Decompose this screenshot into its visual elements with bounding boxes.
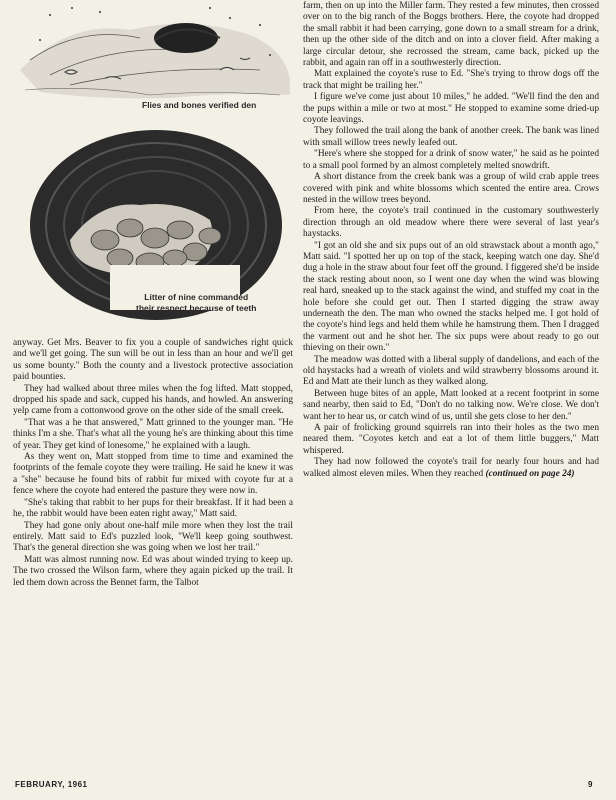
paragraph: Matt explained the coyote's ruse to Ed. "She's trying to throw dogs off the track that might be trailing her." xyxy=(303,69,599,91)
paragraph: "She's taking that rabbit to her pups for their breakfast. If it had been a he, the rabbit would have been eaten right away," Matt said. xyxy=(13,497,293,520)
footer-date: FEBRUARY, 1961 xyxy=(15,780,88,789)
paragraph: "Here's where she stopped for a drink of snow water," he said as he pointed to a small pool formed by an almost completely melted snowdrift. xyxy=(303,149,599,171)
paragraph: From here, the coyote's trail continued in the customary southwesterly direction through an old meadow where there were several of last year's haystacks. xyxy=(303,206,599,240)
paragraph: A pair of frolicking ground squirrels ran into their holes as the two men neared them. "Coyotes ketch and eat a lot of them little buggers," Matt whispered. xyxy=(303,423,599,456)
paragraph: As they went on, Matt stopped from time to time and examined the footprints of the female coyote they were trailing. He said he knew it was a "she" because he found bits of rabbit fur mixed with coyote fur at a fence where the coyote had entered the pasture they were now in. xyxy=(13,452,293,497)
paragraph-text: They had now followed the coyote's trail for nearly four hours and had walked almost eleven miles. When they reached xyxy=(303,457,599,479)
paragraph: Between huge bites of an apple, Matt looked at a recent footprint in some sand nearby, then said to Ed, "Don't do no talking now. We're close. We don't want her to hear us, or catch wind of us, until she gets close to her den." xyxy=(303,388,599,422)
litter-caption xyxy=(136,292,256,314)
den-entrance-sketch xyxy=(20,7,290,98)
paragraph: The meadow was dotted with a liberal supply of dandelions, and each of the old haystacks had a wreath of violets and wild strawberry blossoms around it. Ed and Matt ate their lunch as they walked along. xyxy=(303,354,599,388)
right-column xyxy=(303,1,599,480)
paragraph: "That was a he that answered," Matt grinned to the younger man. "He thinks I'm a she. That's what all the young he's are thinking about this time of year. They get kind of lonesome," he explained with a laugh. xyxy=(13,417,293,451)
litter-caption-line1: Litter of nine commanded xyxy=(144,292,249,302)
left-column xyxy=(13,338,293,589)
continued-note: (continued on page 24) xyxy=(485,468,575,479)
paragraph: farm, then on up into the Miller farm. They rested a few minutes, then crossed over on to the big ranch of the Boggs brothers. Here, the coyote had dropped the small rabbit it had been carrying, gone down to a small stream for a drink, then up the other side of the ditch and on into a clover field. After making a large circular detour, she recrossed the stream, came back, picked up the rabbit, and again ran off in a southwesterly direction. xyxy=(303,1,599,69)
paragraph: They followed the trail along the bank of another creek. The bank was lined with small willow trees newly leafed out. xyxy=(303,126,599,148)
paragraph: They had gone only about one-half mile more when they lost the trail entirely. Matt said to Ed's puzzled look, "We'll keep going southwest. That's the general direction she was going when we lost her trail." xyxy=(13,520,293,554)
paragraph: They had walked about three miles when the fog lifted. Matt stopped, dropped his spade and sack, cupped his hands, and howled. An answering yelp came from a cottonwood grove on the other side of the small creek. xyxy=(13,383,293,417)
paragraph: Matt was almost running now. Ed was about winded trying to keep up. The two crossed the Wilson farm, where they again picked up the trail. It led them down across the Bennet farm, the Talbot xyxy=(13,554,293,588)
paragraph: anyway. Get Mrs. Beaver to fix you a couple of sandwiches right quick and we'll get going. The sun will be out in less than an hour and we'll get us some bounty." Both the county and a livestock protective association paid bounties. xyxy=(13,338,293,383)
paragraph-last xyxy=(303,457,599,480)
litter-caption-line2: their respect because of teeth xyxy=(136,303,257,313)
paragraph: I figure we've come just about 10 miles," he added. "We'll find the den and the pups within a mile or two at most." He stopped to examine some dried-up coyote leavings. xyxy=(303,92,599,126)
coyote-illustration xyxy=(10,0,292,330)
den-caption: Flies and bones verified den xyxy=(142,100,257,110)
den-illustration xyxy=(10,0,292,330)
paragraph: A short distance from the creek bank was a group of wild crab apple trees covered with pink and white blossoms which scented the entire area. Crows nested in the willow trees beyond. xyxy=(303,172,599,205)
page-number: 9 xyxy=(588,780,593,789)
paragraph: "I got an old she and six pups out of an old strawstack about a month ago," Matt said. "I spotted her up on top of the stack, keeping watch one day. She'd dug a hole in the straw about four feet off the ground. I figgered she'd be inside the stack resting about noon, so I went one day when the wind was blowing real hard, sneaked up to the stack against the wind, and stuffed my coat in the hole before she could get out. Then I started digging the straw away underneath the den. The man who owned the stacks helped me. I got hold of the coyote's hind legs and held them while he hamstrung them. Then I dragged the varment out and he shot her. The six pups were about ready to go out thieving on their own." xyxy=(303,240,600,354)
